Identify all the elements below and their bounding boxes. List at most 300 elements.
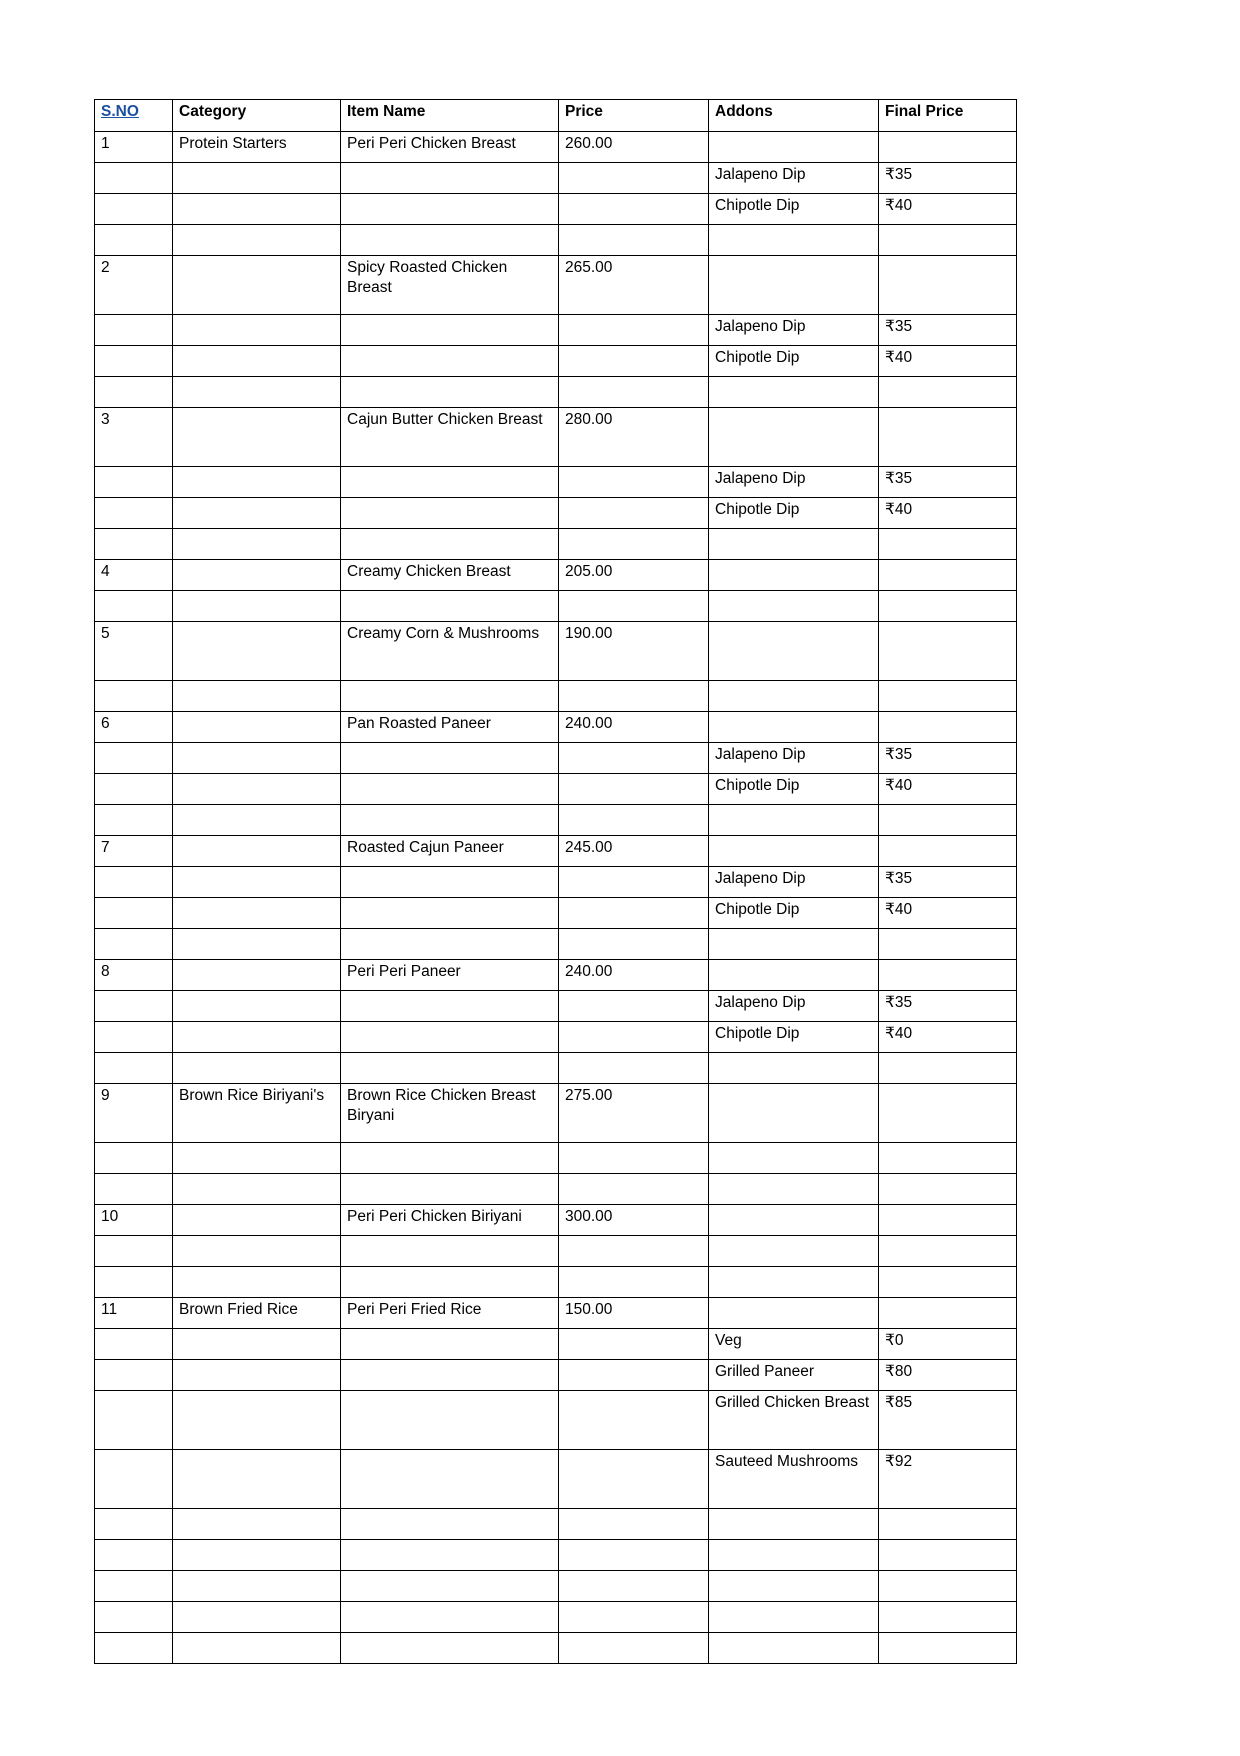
cell-addon: Jalapeno Dip [709, 743, 879, 774]
cell-sno [95, 1602, 173, 1633]
table-row [95, 1360, 1017, 1391]
column-header-item-name: Item Name [341, 100, 559, 132]
cell-category [173, 591, 341, 622]
cell-sno [95, 163, 173, 194]
cell-category: Brown Rice Biriyani's [173, 1084, 341, 1143]
cell-addon [709, 1298, 879, 1329]
table-row [95, 467, 1017, 498]
cell-price [559, 1391, 709, 1450]
cell-sno [95, 315, 173, 346]
cell-item-name [341, 929, 559, 960]
cell-sno [95, 1450, 173, 1509]
table-row [95, 898, 1017, 929]
cell-item-name [341, 1053, 559, 1084]
table-row [95, 1329, 1017, 1360]
cell-final-price [879, 1298, 1017, 1329]
cell-sno [95, 194, 173, 225]
cell-item-name [341, 1391, 559, 1450]
cell-final-price: ₹85 [879, 1391, 1017, 1450]
cell-category: Brown Fried Rice [173, 1298, 341, 1329]
cell-final-price [879, 1084, 1017, 1143]
table-row-spacer [95, 1540, 1017, 1571]
cell-category [173, 836, 341, 867]
cell-final-price [879, 960, 1017, 991]
table-row-spacer [95, 1143, 1017, 1174]
cell-addon [709, 1633, 879, 1664]
cell-sno: 4 [95, 560, 173, 591]
cell-category [173, 1391, 341, 1450]
table-row [95, 622, 1017, 681]
cell-sno [95, 1174, 173, 1205]
cell-addon [709, 1236, 879, 1267]
table-row-spacer [95, 681, 1017, 712]
cell-item-name [341, 1267, 559, 1298]
cell-final-price [879, 805, 1017, 836]
menu-price-sheet [94, 99, 1016, 1664]
cell-addon: Jalapeno Dip [709, 467, 879, 498]
cell-item-name: Creamy Chicken Breast [341, 560, 559, 591]
cell-price: 275.00 [559, 1084, 709, 1143]
table-row-spacer [95, 929, 1017, 960]
cell-category [173, 467, 341, 498]
cell-category [173, 256, 341, 315]
cell-final-price [879, 377, 1017, 408]
cell-final-price [879, 225, 1017, 256]
cell-final-price: ₹35 [879, 467, 1017, 498]
cell-sno [95, 1267, 173, 1298]
cell-price: 280.00 [559, 408, 709, 467]
cell-final-price [879, 1509, 1017, 1540]
cell-final-price: ₹40 [879, 498, 1017, 529]
cell-sno [95, 529, 173, 560]
cell-sno: 2 [95, 256, 173, 315]
cell-category [173, 1329, 341, 1360]
cell-final-price [879, 929, 1017, 960]
cell-final-price [879, 1053, 1017, 1084]
cell-category [173, 681, 341, 712]
cell-addon: Jalapeno Dip [709, 867, 879, 898]
cell-sno: 10 [95, 1205, 173, 1236]
cell-sno: 9 [95, 1084, 173, 1143]
cell-item-name [341, 498, 559, 529]
cell-addon: Chipotle Dip [709, 194, 879, 225]
cell-category [173, 225, 341, 256]
cell-addon [709, 1602, 879, 1633]
cell-addon: Chipotle Dip [709, 774, 879, 805]
cell-item-name [341, 1633, 559, 1664]
cell-price [559, 867, 709, 898]
cell-addon [709, 256, 879, 315]
cell-category [173, 991, 341, 1022]
table-row-spacer [95, 1571, 1017, 1602]
cell-final-price [879, 529, 1017, 560]
table-row-spacer [95, 225, 1017, 256]
cell-item-name: Roasted Cajun Paneer [341, 836, 559, 867]
cell-addon [709, 622, 879, 681]
cell-sno [95, 991, 173, 1022]
cell-addon [709, 1205, 879, 1236]
cell-item-name [341, 315, 559, 346]
cell-item-name [341, 1174, 559, 1205]
cell-category [173, 712, 341, 743]
cell-final-price [879, 1571, 1017, 1602]
cell-price: 300.00 [559, 1205, 709, 1236]
cell-addon [709, 960, 879, 991]
cell-final-price: ₹35 [879, 991, 1017, 1022]
cell-item-name [341, 1540, 559, 1571]
table-row [95, 256, 1017, 315]
cell-sno: 11 [95, 1298, 173, 1329]
cell-sno [95, 346, 173, 377]
table-row [95, 743, 1017, 774]
cell-sno [95, 774, 173, 805]
cell-price [559, 163, 709, 194]
cell-final-price [879, 1143, 1017, 1174]
cell-sno [95, 929, 173, 960]
cell-item-name [341, 1509, 559, 1540]
cell-item-name: Peri Peri Chicken Biriyani [341, 1205, 559, 1236]
cell-addon [709, 1267, 879, 1298]
cell-price: 240.00 [559, 712, 709, 743]
table-header-row [95, 100, 1017, 132]
table-row-spacer [95, 1633, 1017, 1664]
cell-category [173, 315, 341, 346]
cell-sno: 8 [95, 960, 173, 991]
cell-item-name: Pan Roasted Paneer [341, 712, 559, 743]
cell-addon [709, 1053, 879, 1084]
table-row-spacer [95, 1267, 1017, 1298]
cell-addon [709, 1540, 879, 1571]
cell-addon: Chipotle Dip [709, 1022, 879, 1053]
cell-addon: Chipotle Dip [709, 498, 879, 529]
cell-final-price [879, 1540, 1017, 1571]
table-row [95, 408, 1017, 467]
cell-price [559, 1360, 709, 1391]
column-header-price: Price [559, 100, 709, 132]
cell-final-price [879, 560, 1017, 591]
cell-final-price: ₹40 [879, 1022, 1017, 1053]
cell-item-name [341, 467, 559, 498]
cell-addon: Chipotle Dip [709, 346, 879, 377]
cell-category [173, 622, 341, 681]
table-row-spacer [95, 1509, 1017, 1540]
cell-final-price: ₹40 [879, 194, 1017, 225]
cell-item-name [341, 163, 559, 194]
cell-final-price: ₹35 [879, 163, 1017, 194]
table-row [95, 194, 1017, 225]
cell-price [559, 991, 709, 1022]
cell-category [173, 1360, 341, 1391]
cell-sno [95, 1022, 173, 1053]
cell-final-price: ₹35 [879, 867, 1017, 898]
table-row [95, 836, 1017, 867]
cell-addon: Jalapeno Dip [709, 315, 879, 346]
cell-category [173, 408, 341, 467]
cell-category [173, 929, 341, 960]
cell-category [173, 1540, 341, 1571]
cell-category [173, 529, 341, 560]
cell-addon: Jalapeno Dip [709, 163, 879, 194]
table-body [95, 132, 1017, 1664]
cell-category [173, 1450, 341, 1509]
table-header [95, 100, 1017, 132]
cell-price [559, 1329, 709, 1360]
cell-price [559, 681, 709, 712]
table-row [95, 1205, 1017, 1236]
cell-item-name [341, 805, 559, 836]
cell-final-price: ₹0 [879, 1329, 1017, 1360]
cell-price: 245.00 [559, 836, 709, 867]
table-row [95, 991, 1017, 1022]
cell-item-name: Brown Rice Chicken Breast Biryani [341, 1084, 559, 1143]
cell-addon: Grilled Chicken Breast [709, 1391, 879, 1450]
cell-price [559, 1633, 709, 1664]
cell-sno [95, 1633, 173, 1664]
cell-price [559, 194, 709, 225]
cell-addon: Veg [709, 1329, 879, 1360]
cell-sno [95, 1329, 173, 1360]
table-row [95, 498, 1017, 529]
table-row-spacer [95, 529, 1017, 560]
cell-item-name [341, 1360, 559, 1391]
cell-category [173, 1509, 341, 1540]
cell-final-price: ₹92 [879, 1450, 1017, 1509]
cell-sno: 3 [95, 408, 173, 467]
cell-price [559, 1509, 709, 1540]
cell-sno [95, 1540, 173, 1571]
cell-final-price: ₹35 [879, 315, 1017, 346]
cell-item-name [341, 1236, 559, 1267]
cell-category [173, 1174, 341, 1205]
table-row [95, 1022, 1017, 1053]
cell-item-name [341, 1022, 559, 1053]
cell-item-name [341, 867, 559, 898]
cell-item-name [341, 743, 559, 774]
cell-final-price: ₹40 [879, 898, 1017, 929]
cell-price [559, 315, 709, 346]
cell-sno [95, 225, 173, 256]
cell-price [559, 1022, 709, 1053]
cell-price [559, 529, 709, 560]
cell-price [559, 929, 709, 960]
cell-category [173, 1602, 341, 1633]
cell-final-price [879, 591, 1017, 622]
cell-price [559, 467, 709, 498]
table-row [95, 1450, 1017, 1509]
cell-category: Protein Starters [173, 132, 341, 163]
cell-price [559, 377, 709, 408]
table-row [95, 346, 1017, 377]
cell-final-price [879, 836, 1017, 867]
cell-final-price [879, 1267, 1017, 1298]
cell-addon: Jalapeno Dip [709, 991, 879, 1022]
cell-item-name [341, 377, 559, 408]
cell-item-name [341, 991, 559, 1022]
column-header-category: Category [173, 100, 341, 132]
cell-category [173, 346, 341, 377]
cell-final-price [879, 256, 1017, 315]
cell-category [173, 1633, 341, 1664]
column-header-addons: Addons [709, 100, 879, 132]
cell-addon [709, 377, 879, 408]
cell-sno [95, 1391, 173, 1450]
cell-sno [95, 1053, 173, 1084]
cell-addon: Chipotle Dip [709, 898, 879, 929]
cell-final-price [879, 1174, 1017, 1205]
cell-sno [95, 467, 173, 498]
cell-addon [709, 1174, 879, 1205]
cell-price [559, 743, 709, 774]
cell-final-price [879, 1236, 1017, 1267]
cell-sno [95, 498, 173, 529]
table-row-spacer [95, 591, 1017, 622]
cell-category [173, 163, 341, 194]
cell-price [559, 591, 709, 622]
cell-price [559, 346, 709, 377]
cell-item-name [341, 529, 559, 560]
cell-price [559, 1571, 709, 1602]
cell-item-name: Peri Peri Chicken Breast [341, 132, 559, 163]
cell-price: 205.00 [559, 560, 709, 591]
cell-sno [95, 681, 173, 712]
cell-final-price [879, 1633, 1017, 1664]
cell-price: 150.00 [559, 1298, 709, 1329]
cell-addon [709, 1571, 879, 1602]
cell-sno [95, 377, 173, 408]
cell-price [559, 1267, 709, 1298]
cell-category [173, 560, 341, 591]
cell-sno: 1 [95, 132, 173, 163]
table-row [95, 315, 1017, 346]
cell-item-name [341, 1143, 559, 1174]
cell-item-name [341, 774, 559, 805]
column-header-final-price: Final Price [879, 100, 1017, 132]
cell-price [559, 1540, 709, 1571]
cell-final-price [879, 1205, 1017, 1236]
cell-sno: 5 [95, 622, 173, 681]
table-row [95, 1298, 1017, 1329]
cell-final-price [879, 681, 1017, 712]
table-row [95, 163, 1017, 194]
cell-category [173, 1205, 341, 1236]
table-row [95, 560, 1017, 591]
cell-item-name [341, 225, 559, 256]
cell-addon [709, 591, 879, 622]
cell-price [559, 774, 709, 805]
cell-category [173, 1236, 341, 1267]
table-row [95, 960, 1017, 991]
cell-addon [709, 225, 879, 256]
cell-category [173, 377, 341, 408]
cell-addon [709, 132, 879, 163]
cell-final-price [879, 1602, 1017, 1633]
cell-sno [95, 743, 173, 774]
cell-addon [709, 1084, 879, 1143]
cell-addon [709, 1509, 879, 1540]
cell-price: 265.00 [559, 256, 709, 315]
cell-price: 260.00 [559, 132, 709, 163]
table-row [95, 1084, 1017, 1143]
cell-category [173, 498, 341, 529]
cell-item-name: Peri Peri Fried Rice [341, 1298, 559, 1329]
cell-addon [709, 408, 879, 467]
cell-sno [95, 591, 173, 622]
cell-addon: Sauteed Mushrooms [709, 1450, 879, 1509]
cell-addon [709, 1143, 879, 1174]
cell-price [559, 1602, 709, 1633]
table-row-spacer [95, 805, 1017, 836]
cell-item-name [341, 194, 559, 225]
cell-item-name [341, 681, 559, 712]
cell-category [173, 1053, 341, 1084]
cell-item-name: Cajun Butter Chicken Breast [341, 408, 559, 467]
cell-category [173, 960, 341, 991]
table-row-spacer [95, 377, 1017, 408]
cell-price: 190.00 [559, 622, 709, 681]
cell-addon [709, 529, 879, 560]
cell-item-name [341, 1571, 559, 1602]
cell-addon [709, 712, 879, 743]
cell-price [559, 225, 709, 256]
cell-category [173, 898, 341, 929]
table-row [95, 132, 1017, 163]
cell-sno [95, 867, 173, 898]
cell-item-name [341, 1602, 559, 1633]
cell-price [559, 1236, 709, 1267]
cell-category [173, 805, 341, 836]
cell-sno: 6 [95, 712, 173, 743]
cell-item-name [341, 1450, 559, 1509]
cell-addon: Grilled Paneer [709, 1360, 879, 1391]
cell-final-price: ₹80 [879, 1360, 1017, 1391]
cell-addon [709, 836, 879, 867]
cell-category [173, 1267, 341, 1298]
table-row [95, 774, 1017, 805]
cell-category [173, 1571, 341, 1602]
cell-price: 240.00 [559, 960, 709, 991]
cell-price [559, 498, 709, 529]
cell-category [173, 1143, 341, 1174]
cell-price [559, 1143, 709, 1174]
cell-price [559, 1053, 709, 1084]
cell-final-price [879, 408, 1017, 467]
cell-addon [709, 805, 879, 836]
cell-item-name: Peri Peri Paneer [341, 960, 559, 991]
cell-category [173, 867, 341, 898]
cell-sno [95, 1236, 173, 1267]
cell-item-name [341, 1329, 559, 1360]
cell-item-name [341, 898, 559, 929]
cell-sno [95, 1143, 173, 1174]
table-row [95, 712, 1017, 743]
cell-category [173, 194, 341, 225]
cell-addon [709, 560, 879, 591]
cell-sno [95, 1509, 173, 1540]
cell-price [559, 1450, 709, 1509]
cell-price [559, 805, 709, 836]
cell-sno [95, 898, 173, 929]
cell-sno [95, 1360, 173, 1391]
cell-addon [709, 929, 879, 960]
cell-category [173, 1022, 341, 1053]
column-header-sno[interactable]: S.NO [95, 100, 173, 132]
cell-final-price: ₹35 [879, 743, 1017, 774]
cell-sno [95, 1571, 173, 1602]
cell-category [173, 774, 341, 805]
cell-final-price: ₹40 [879, 774, 1017, 805]
table-row-spacer [95, 1236, 1017, 1267]
table-row-spacer [95, 1174, 1017, 1205]
